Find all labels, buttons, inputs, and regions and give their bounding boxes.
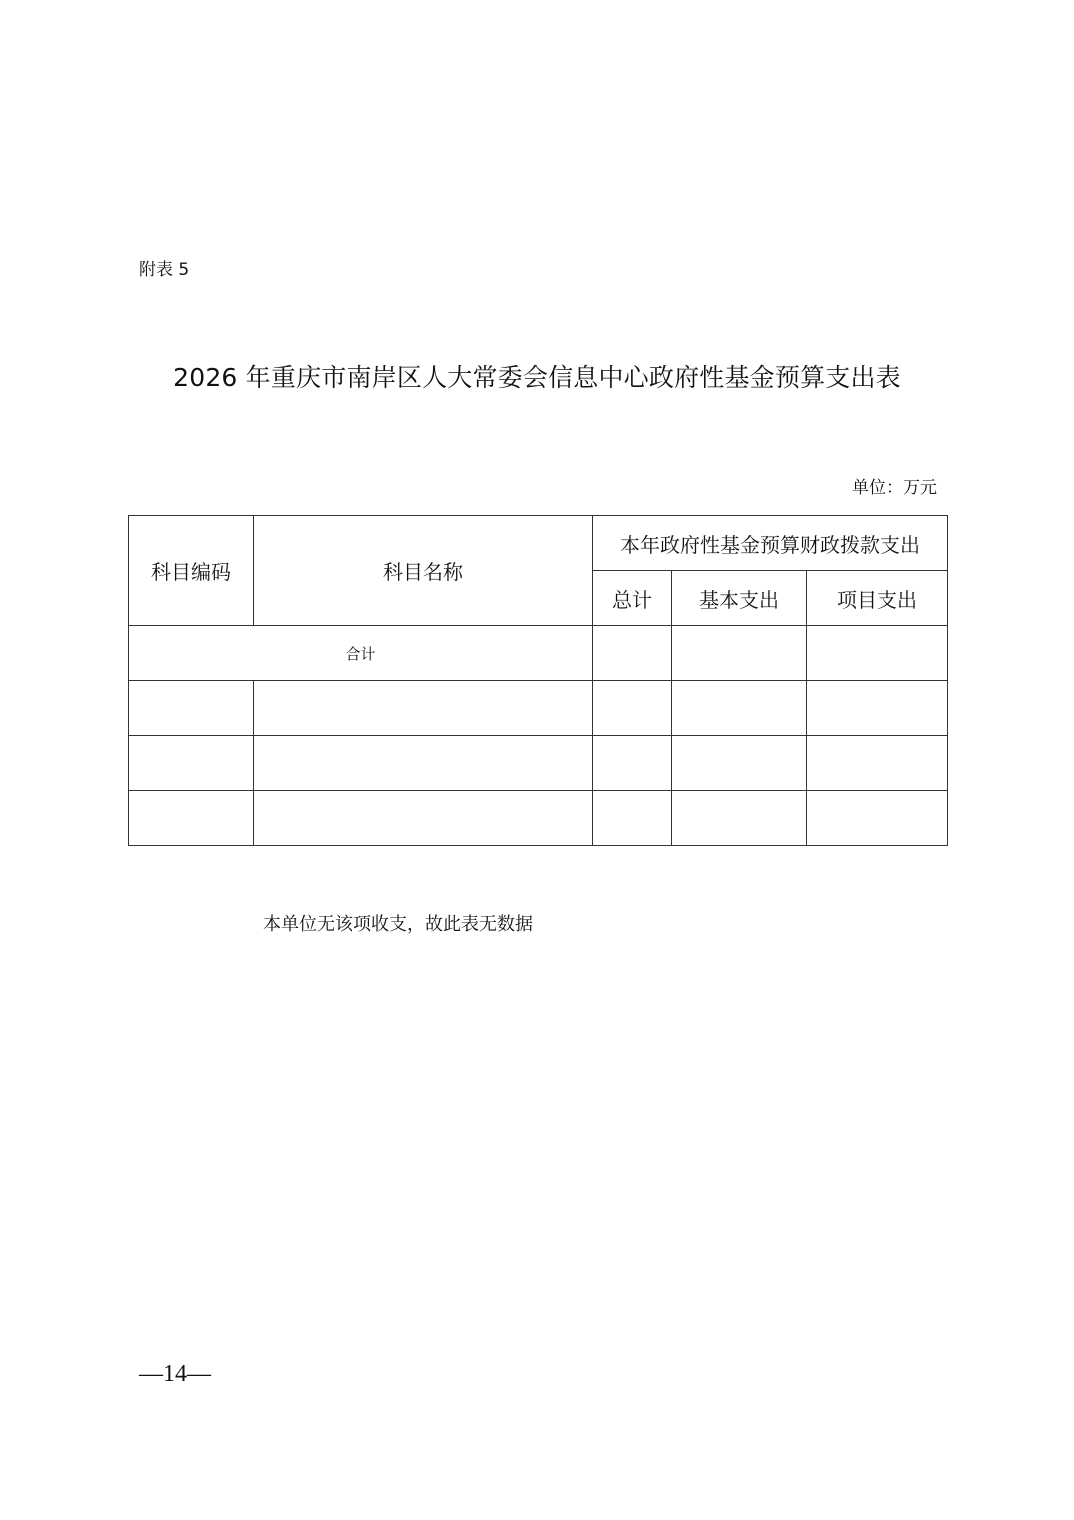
- total-row-total: [593, 626, 672, 681]
- table-row: [129, 736, 948, 791]
- header-total: 总计: [593, 571, 672, 626]
- row-code: [129, 681, 254, 736]
- header-basic-expenditure: 基本支出: [672, 571, 807, 626]
- appendix-label: 附表 5: [139, 260, 190, 280]
- row-basic: [672, 791, 807, 846]
- row-total: [593, 791, 672, 846]
- row-total: [593, 681, 672, 736]
- document-title: 2026 年重庆市南岸区人大常委会信息中心政府性基金预算支出表: [173, 363, 901, 392]
- row-project: [807, 681, 948, 736]
- row-name: [254, 791, 593, 846]
- table-row: [129, 681, 948, 736]
- row-basic: [672, 736, 807, 791]
- header-row-1: [129, 516, 948, 571]
- header-subject-code: 科目编码: [129, 516, 254, 626]
- row-code: [129, 791, 254, 846]
- header-project-expenditure: 项目支出: [807, 571, 948, 626]
- total-row: [129, 626, 948, 681]
- budget-table: [128, 515, 948, 846]
- total-row-project: [807, 626, 948, 681]
- no-data-note: 本单位无该项收支，故此表无数据: [263, 914, 533, 935]
- page-number: —14—: [139, 1361, 211, 1387]
- row-name: [254, 736, 593, 791]
- unit-label: 单位：万元: [852, 478, 937, 498]
- row-code: [129, 736, 254, 791]
- row-project: [807, 791, 948, 846]
- total-row-basic: [672, 626, 807, 681]
- table-row: [129, 791, 948, 846]
- row-project: [807, 736, 948, 791]
- total-row-label: 合计: [129, 626, 593, 681]
- header-fund-expenditure-group: 本年政府性基金预算财政拨款支出: [593, 516, 948, 571]
- header-subject-name: 科目名称: [254, 516, 593, 626]
- row-total: [593, 736, 672, 791]
- row-name: [254, 681, 593, 736]
- row-basic: [672, 681, 807, 736]
